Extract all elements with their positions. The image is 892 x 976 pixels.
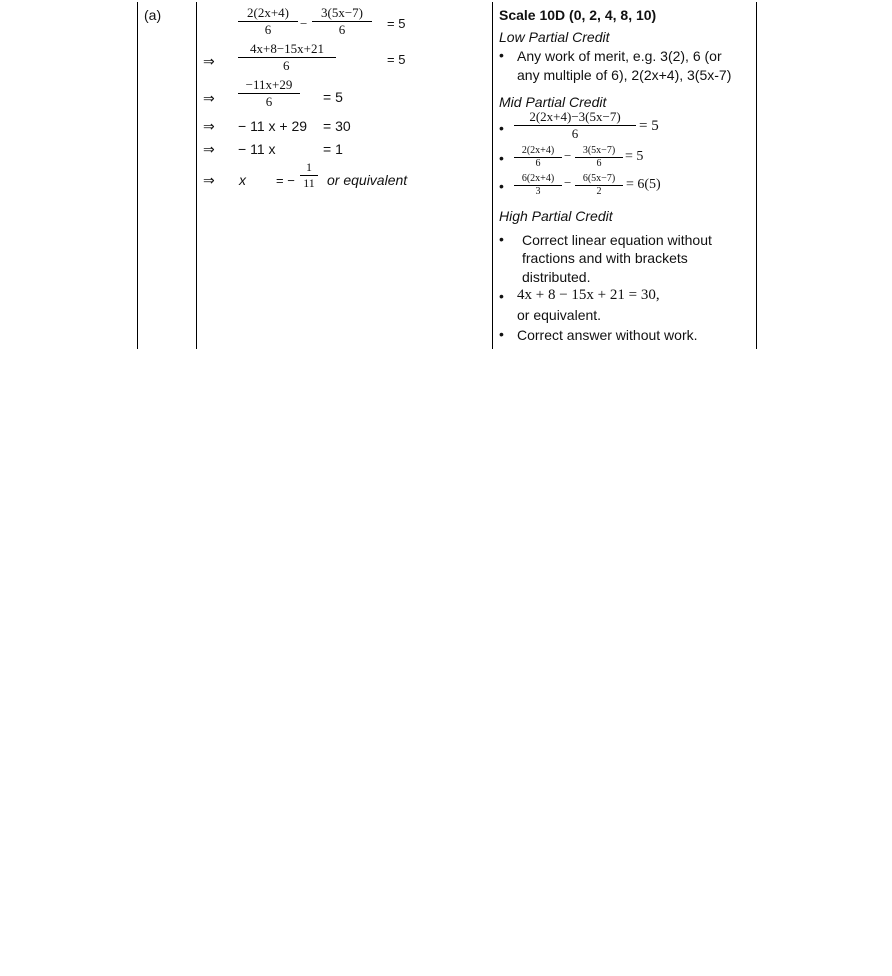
label-column-divider bbox=[196, 2, 197, 349]
step2-rhs: = 5 bbox=[387, 52, 406, 67]
step6-fraction bbox=[300, 161, 318, 191]
low-credit-line2: any multiple of 6), 2(2x+4), 3(5x-7) bbox=[517, 67, 732, 83]
mid-b3-minus: − bbox=[564, 175, 572, 190]
mid-b1-rhs: = 5 bbox=[639, 118, 659, 134]
step6-note: or equivalent bbox=[327, 172, 408, 188]
step1-fraction-b bbox=[312, 6, 372, 38]
table-left-border bbox=[137, 2, 138, 349]
step6-equals: = − bbox=[276, 173, 295, 188]
bullet: • bbox=[499, 288, 504, 304]
high-credit-answer: Correct answer without work. bbox=[517, 327, 698, 343]
mid-b2-numerator-b: 3(5x−7) bbox=[575, 145, 623, 158]
high-credit-equivalent: or equivalent. bbox=[517, 307, 602, 323]
bullet: • bbox=[499, 231, 504, 247]
bullet: • bbox=[499, 326, 504, 342]
step5-lhs: − 11 x bbox=[238, 141, 276, 157]
mid-b2-denominator-b: 6 bbox=[596, 157, 602, 169]
step1-numerator-a: 2(2x+4) bbox=[247, 5, 289, 20]
step2-denominator: 6 bbox=[283, 57, 290, 73]
high-credit-line3: distributed. bbox=[522, 269, 591, 285]
mid-b3-rhs: = 6(5) bbox=[626, 177, 661, 192]
bullet: • bbox=[499, 47, 504, 63]
mid-b2-rhs: = 5 bbox=[625, 149, 644, 164]
low-credit-heading: Low Partial Credit bbox=[499, 29, 610, 45]
mid-b1-fraction bbox=[514, 110, 636, 142]
step5-rhs: = 1 bbox=[323, 141, 343, 157]
high-credit-line2: fractions and with brackets bbox=[522, 250, 688, 266]
mid-b3-fraction-a bbox=[514, 173, 562, 198]
high-credit-heading: High Partial Credit bbox=[499, 208, 613, 224]
mid-b3-numerator-b: 6(5x−7) bbox=[575, 173, 623, 186]
mid-b1-numerator: 2(2x+4)−3(5x−7) bbox=[514, 110, 636, 126]
step3-denominator: 6 bbox=[265, 93, 273, 109]
bullet: • bbox=[499, 150, 504, 166]
implies-arrow: ⇒ bbox=[203, 141, 215, 157]
step6-denominator: 11 bbox=[303, 175, 315, 190]
step3-numerator: −11x+29 bbox=[238, 78, 300, 94]
mid-b2-fraction-a bbox=[514, 145, 562, 170]
table-right-border bbox=[756, 2, 757, 349]
step1-fraction-a bbox=[238, 6, 298, 38]
mid-b2-denominator-a: 6 bbox=[535, 157, 541, 169]
implies-arrow: ⇒ bbox=[203, 172, 215, 188]
mid-b1-denominator: 6 bbox=[571, 125, 579, 141]
step1-numerator-b: 3(5x−7) bbox=[321, 5, 363, 20]
mid-b3-fraction-b bbox=[575, 173, 623, 198]
step1-denominator-a: 6 bbox=[238, 21, 298, 38]
implies-arrow: ⇒ bbox=[203, 118, 215, 134]
scale-title: Scale 10D (0, 2, 4, 8, 10) bbox=[499, 7, 657, 23]
marking-column-divider bbox=[492, 2, 493, 349]
mid-b2-minus: − bbox=[564, 148, 572, 163]
high-credit-line1: Correct linear equation without bbox=[522, 232, 712, 248]
mid-b2-numerator-a: 2(2x+4) bbox=[514, 145, 562, 158]
step3-fraction bbox=[238, 78, 300, 110]
mid-credit-heading: Mid Partial Credit bbox=[499, 94, 607, 110]
bullet: • bbox=[499, 178, 504, 194]
step6-variable: x bbox=[239, 172, 246, 188]
step2-numerator: 4x+8−15x+21 bbox=[238, 42, 336, 58]
implies-arrow: ⇒ bbox=[203, 90, 215, 106]
step3-rhs: = 5 bbox=[323, 89, 343, 105]
step6-numerator: 1 bbox=[300, 161, 318, 176]
mid-b3-numerator-a: 6(2x+4) bbox=[514, 173, 562, 186]
bullet: • bbox=[499, 120, 504, 136]
high-credit-equation: 4x + 8 − 15x + 21 = 30, bbox=[517, 287, 660, 303]
step4-rhs: = 30 bbox=[323, 118, 351, 134]
mid-b3-denominator-a: 3 bbox=[535, 185, 541, 197]
step4-lhs: − 11 x + 29 bbox=[238, 118, 308, 134]
mid-b2-fraction-b bbox=[575, 145, 623, 170]
step1-rhs: = 5 bbox=[387, 16, 406, 31]
step1-minus: − bbox=[300, 16, 308, 31]
implies-arrow: ⇒ bbox=[203, 53, 215, 69]
mid-b3-denominator-b: 2 bbox=[596, 185, 602, 197]
low-credit-line1: Any work of merit, e.g. 3(2), 6 (or bbox=[517, 48, 722, 64]
part-label: (a) bbox=[144, 7, 162, 23]
step2-fraction bbox=[238, 42, 336, 74]
step1-denominator-b: 6 bbox=[312, 21, 372, 38]
